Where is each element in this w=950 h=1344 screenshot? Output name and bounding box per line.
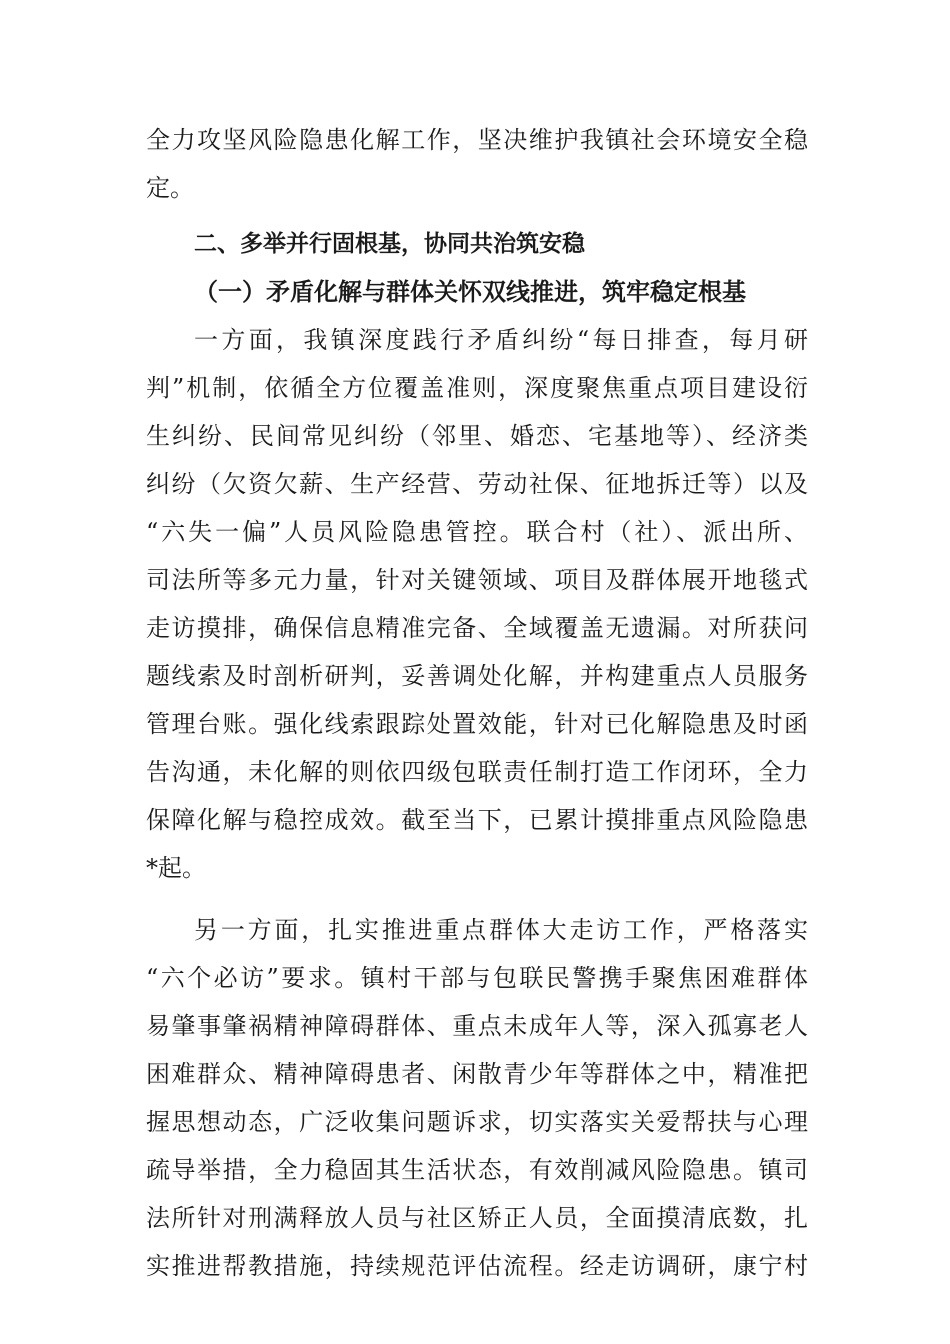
paragraph-line: 困难群众、精神障碍患者、闲散青少年等群体之中，精准把 [146, 1060, 808, 1088]
paragraph-line: 另一方面，扎实推进重点群体大走访工作，严格落实 [194, 916, 808, 944]
section-heading: 二、多举并行固根基，协同共治筑安稳 [194, 231, 585, 257]
paragraph-line: 保障化解与稳控成效。截至当下，已累计摸排重点风险隐患 [146, 806, 808, 834]
paragraph-line: “六个必访”要求。镇村干部与包联民警携手聚焦困难群体 [146, 964, 808, 992]
paragraph-line: “六失一偏”人员风险隐患管控。联合村（社）、派出所、 [146, 518, 808, 546]
paragraph-line: 管理台账。强化线索跟踪处置效能，针对已化解隐患及时函 [146, 710, 808, 738]
paragraph-line: *起。 [146, 854, 206, 882]
paragraph-line: 司法所等多元力量，针对关键领域、项目及群体展开地毯式 [146, 566, 808, 594]
paragraph-line: 一方面，我镇深度践行矛盾纠纷“每日排查，每月研 [194, 326, 808, 354]
paragraph-line: 告沟通，未化解的则依四级包联责任制打造工作闭环，全力 [146, 758, 808, 786]
intro-line: 全力攻坚风险隐患化解工作，坚决维护我镇社会环境安全稳 [146, 126, 808, 154]
paragraph-line: 疏导举措，全力稳固其生活状态，有效削减风险隐患。镇司 [146, 1156, 808, 1184]
document-body [146, 116, 808, 1290]
paragraph-line: 判”机制，依循全方位覆盖准则，深度聚焦重点项目建设衍 [146, 374, 808, 402]
paragraph-line: 法所针对刑满释放人员与社区矫正人员，全面摸清底数，扎 [146, 1204, 808, 1232]
paragraph-line: 实推进帮教措施，持续规范评估流程。经走访调研，康宁村 [146, 1252, 808, 1280]
paragraph-gap [146, 892, 808, 906]
paragraph-line: 易肇事肇祸精神障碍群体、重点未成年人等，深入孤寡老人 [146, 1012, 808, 1040]
intro-line: 定。 [146, 174, 194, 202]
paragraph-line: 纠纷（欠资欠薪、生产经营、劳动社保、征地拆迁等）以及 [146, 470, 808, 498]
paragraph-line: 握思想动态，广泛收集问题诉求，切实落实关爱帮扶与心理 [146, 1108, 808, 1136]
paragraph-line: 生纠纷、民间常见纠纷（邻里、婚恋、宅基地等）、经济类 [146, 422, 808, 450]
paragraph-line: 走访摸排，确保信息精准完备、全域覆盖无遗漏。对所获问 [146, 614, 808, 642]
paragraph-line: 题线索及时剖析研判，妥善调处化解，并构建重点人员服务 [146, 662, 808, 690]
subsection-heading: （一）矛盾化解与群体关怀双线推进，筑牢稳定根基 [194, 277, 746, 306]
